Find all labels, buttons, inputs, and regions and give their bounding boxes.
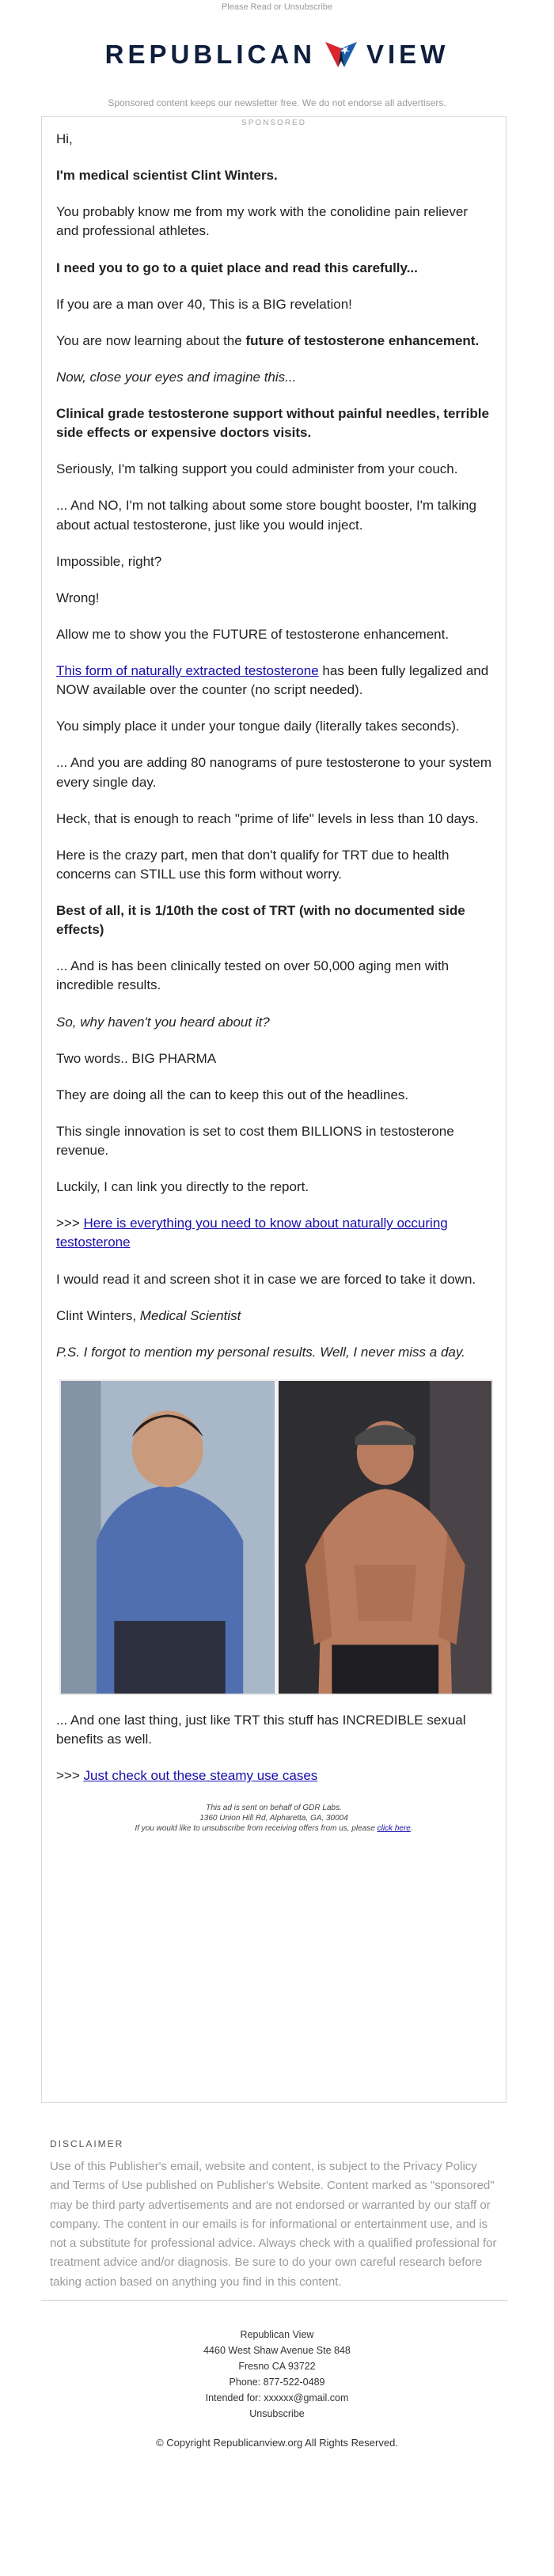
logo-emblem-icon (324, 39, 359, 70)
paragraph: Seriously, I'm talking support you could administer from your couch. (56, 461, 458, 477)
ad-body (56, 130, 491, 1785)
paragraph-bold: Best of all, it is 1/10th the cost of TRT (with no documented side effects) (56, 903, 465, 938)
disclaimer-section (50, 2138, 499, 2292)
paragraph: You are now learning about the future of testosterone enhancement. (56, 332, 480, 348)
postscript: P.S. I forgot to mention my personal results. Well, I never miss a day. (56, 1344, 465, 1360)
divider (41, 2300, 508, 2301)
report-link[interactable]: Here is everything you need to know about naturally occuring testosterone (56, 1216, 448, 1250)
man-before-illustration (61, 1381, 275, 1694)
sponsor-note: Sponsored content keeps our newsletter free. We do not endorse all advertisers. (108, 97, 446, 108)
paragraph: Here is the crazy part, men that don't qualify for TRT due to health concerns can STILL use this form without worry. (56, 847, 450, 882)
republican-view-logo[interactable] (105, 39, 450, 70)
ad-sender: This ad is sent on behalf of GDR Labs. (206, 1804, 342, 1813)
ad-address: 1360 Union Hill Rd, Alpharetta, GA, 30004 (199, 1814, 348, 1823)
paragraph-italic: So, why haven't you heard about it? (56, 1014, 270, 1030)
paragraph: ... And is has been clinically tested on over 50,000 aging men with incredible results. (56, 958, 450, 993)
ad-footer (56, 1803, 491, 1834)
paragraph: ... And you are adding 80 nanograms of pure testosterone to your system every single day. (56, 755, 491, 790)
before-photo (61, 1381, 275, 1694)
logo-header (0, 13, 554, 96)
greeting: Hi, (56, 131, 73, 146)
paragraph: You probably know me from my work with the conolidine pain reliever and professional athletes. (56, 204, 469, 239)
man-after-illustration (279, 1381, 492, 1694)
before-after-photos[interactable] (59, 1379, 493, 1695)
intro-bold: I'm medical scientist Clint Winters. (56, 168, 278, 184)
phone-number: Phone: 877-522-0489 (229, 2377, 325, 2388)
paragraph: ... And NO, I'm not talking about some store bought booster, I'm talking about actual testosterone, just like you would inject. (56, 498, 476, 533)
logo-text-left: REPUBLICAN (104, 40, 316, 69)
paragraph: Heck, that is enough to reach "prime of life" levels in less than 10 days. (56, 810, 479, 826)
signature: Clint Winters, Medical Scientist (56, 1307, 241, 1323)
paragraph: If you are a man over 40, This is a BIG revelation! (56, 296, 352, 312)
paragraph: Luckily, I can link you directly to the report. (56, 1179, 309, 1195)
unsubscribe-link[interactable]: Unsubscribe (249, 2408, 305, 2420)
top-bar (0, 0, 554, 13)
paragraph: This single innovation is set to cost them BILLIONS in testosterone revenue. (56, 1123, 454, 1158)
paragraph: >>> Here is everything you need to know about naturally occuring testosterone (56, 1216, 448, 1250)
paragraph: This form of naturally extracted testosterone has been fully legalized and NOW available over the counter (no script needed). (56, 663, 489, 698)
testosterone-form-link[interactable]: This form of naturally extracted testosterone (56, 663, 319, 678)
company-name: Republican View (240, 2329, 314, 2341)
paragraph: You simply place it under your tongue daily (literally takes seconds). (56, 719, 460, 734)
publisher-address (0, 2327, 554, 2422)
paragraph: They are doing all the can to keep this out of the headlines. (56, 1087, 409, 1102)
paragraph: Two words.. BIG PHARMA (56, 1050, 217, 1066)
street-address: 4460 West Shaw Avenue Ste 848 (203, 2345, 351, 2357)
use-cases-link[interactable]: Just check out these steamy use cases (83, 1768, 318, 1784)
intended-recipient: Intended for: xxxxxx@gmail.com (205, 2392, 349, 2404)
copyright: © Copyright Republicanview.org All Rights Reserved. (156, 2437, 398, 2449)
paragraph: Allow me to show you the FUTURE of testosterone enhancement. (56, 626, 450, 642)
logo-text-right: VIEW (366, 40, 450, 69)
paragraph-bold: Clinical grade testosterone support without painful needles, terrible side effects or expensive doctors visits. (56, 406, 489, 441)
city-address: Fresno CA 93722 (238, 2361, 316, 2373)
ad-unsubscribe-line: If you would like to unsubscribe from receiving offers from us, please click here. (135, 1824, 413, 1834)
read-or-unsubscribe-link[interactable]: Please Read or Unsubscribe (221, 2, 333, 12)
disclaimer-text: Use of this Publisher's email, website and content, is subject to the Privacy Policy and Terms of Use published on Publisher's Website. Content marked as "sponsored" may be third party advertisements and are not endorsed or warranted by our staff or company. The content in our emails is for informational or entertainment use, and is not a substitute for professional advice. Always check with a qualified professional for treatment advice and/or diagnosis. Be sure to do your own careful research before taking action based on anything you find in this content. (50, 2160, 497, 2289)
paragraph-bold: I need you to go to a quiet place and read this carefully... (56, 260, 418, 275)
paragraph: Impossible, right? (56, 553, 162, 569)
sponsored-label: SPONSORED (241, 119, 306, 127)
paragraph: >>> Just check out these steamy use cases (56, 1768, 318, 1784)
paragraph: Wrong! (56, 590, 100, 605)
disclaimer-title: DISCLAIMER (50, 2138, 124, 2149)
paragraph-italic: Now, close your eyes and imagine this... (56, 369, 297, 385)
paragraph: ... And one last thing, just like TRT this stuff has INCREDIBLE sexual benefits as well. (56, 1712, 466, 1747)
after-photo (279, 1381, 492, 1694)
ad-unsubscribe-link[interactable]: click here (377, 1824, 411, 1834)
sponsored-ad-box (41, 116, 507, 2103)
paragraph: I would read it and screen shot it in case we are forced to take it down. (56, 1271, 476, 1287)
